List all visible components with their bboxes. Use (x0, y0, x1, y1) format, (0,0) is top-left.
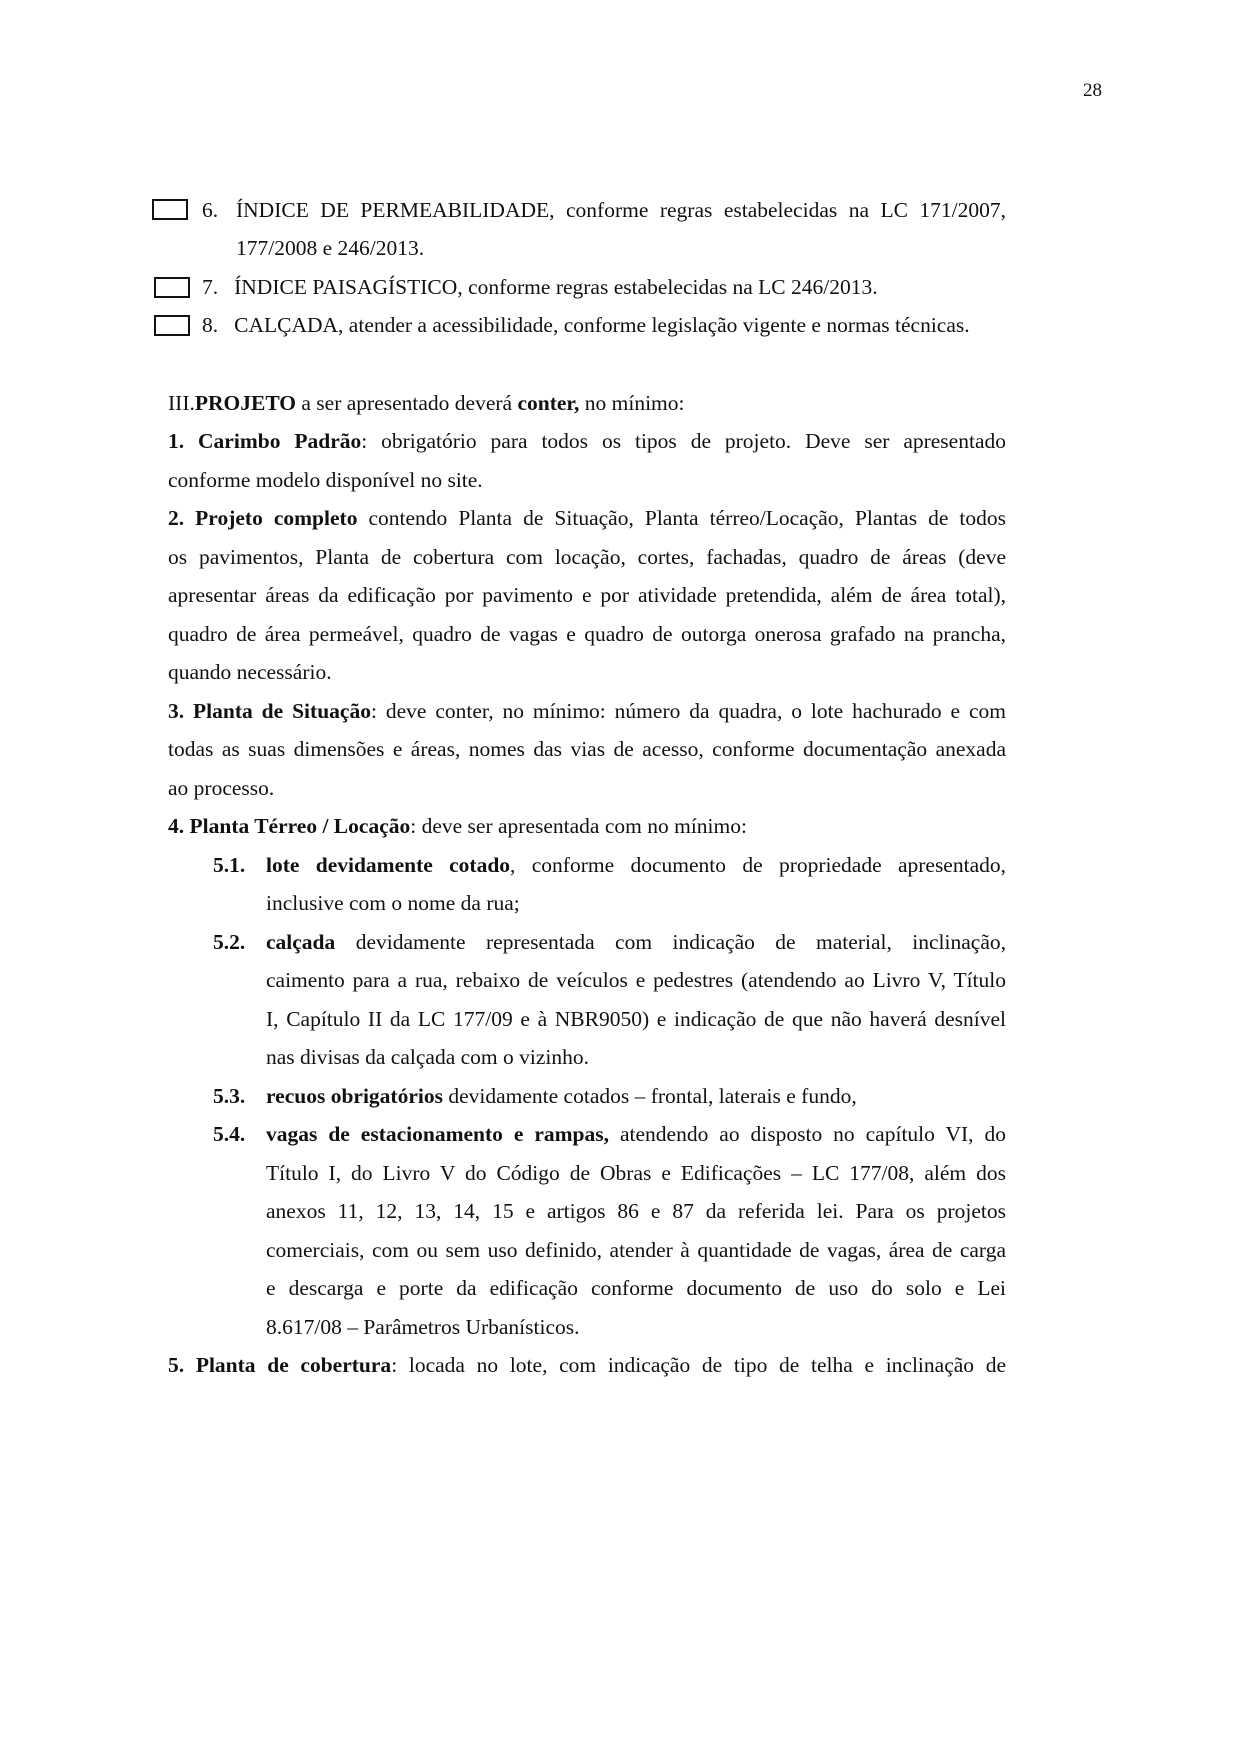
checklist-item-8: 8. CALÇADA, atender a acessibilidade, conforme legislação vigente e normas técnicas. (202, 313, 970, 337)
subitem-5-4-number: 5.4. (213, 1122, 246, 1146)
item-2-line-3: apresentar áreas da edificação por pavimento e por atividade pretendida, além de área total), (168, 583, 1006, 607)
subitem-5-1-line-1: lote devidamente cotado, conforme documento de propriedade apresentado, (266, 853, 1006, 877)
item-1-line-2: conforme modelo disponível no site. (168, 468, 483, 492)
item-3-line-1: 3. Planta de Situação: deve conter, no mínimo: número da quadra, o lote hachurado e com (168, 699, 1006, 723)
checkbox-item-8[interactable] (154, 315, 190, 336)
item-3-line-3: ao processo. (168, 776, 275, 800)
subitem-5-3-line-1: recuos obrigatórios devidamente cotados – frontal, laterais e fundo, (266, 1084, 857, 1108)
subitem-5-4-line-3: anexos 11, 12, 13, 14, 15 e artigos 86 e 87 da referida lei. Para os projetos (266, 1199, 1006, 1223)
subitem-5-2-line-3: I, Capítulo II da LC 177/09 e à NBR9050) e indicação de que não haverá desnível (266, 1007, 1006, 1031)
checkbox-item-7[interactable] (154, 277, 190, 298)
subitem-5-4-line-5: e descarga e porte da edificação conforme documento de uso do solo e Lei (266, 1276, 1006, 1300)
item-2-line-5: quando necessário. (168, 660, 332, 684)
section-heading: III.PROJETO a ser apresentado deverá conter, no mínimo: (168, 391, 685, 415)
checklist-item-7: 7. ÍNDICE PAISAGÍSTICO, conforme regras estabelecidas na LC 246/2013. (202, 275, 878, 299)
subitem-5-4-line-1: vagas de estacionamento e rampas, atendendo ao disposto no capítulo VI, do (266, 1122, 1006, 1146)
checklist-item-6: 6. ÍNDICE DE PERMEABILIDADE, conforme regras estabelecidas na LC 171/2007, (202, 198, 1006, 222)
item-2-line-2: os pavimentos, Planta de cobertura com locação, cortes, fachadas, quadro de áreas (deve (168, 545, 1006, 569)
item-number: 6. (202, 198, 219, 222)
subitem-5-1-line-2: inclusive com o nome da rua; (266, 891, 520, 915)
final-item-line-1: 5. Planta de cobertura: locada no lote, com indicação de tipo de telha e inclinação de (168, 1353, 1007, 1377)
subitem-5-1-number: 5.1. (213, 853, 246, 877)
subitem-5-2-line-4: nas divisas da calçada com o vizinho. (266, 1045, 589, 1069)
checkbox-item-6[interactable] (152, 199, 188, 220)
item-2-line-1: 2. Projeto completo contendo Planta de Situação, Planta térreo/Locação, Plantas de todos (168, 506, 1007, 530)
page-number: 28 (1083, 80, 1102, 101)
subitem-5-3-number: 5.3. (213, 1084, 246, 1108)
subitem-5-2-line-1: calçada devidamente representada com indicação de material, inclinação, (266, 930, 1006, 954)
checklist-item-6-cont: 177/2008 e 246/2013. (236, 236, 425, 260)
subitem-5-4-line-4: comerciais, com ou sem uso definido, atender à quantidade de vagas, área de carga (266, 1238, 1006, 1262)
subitem-5-2-number: 5.2. (213, 930, 246, 954)
subitem-5-4-line-6: 8.617/08 – Parâmetros Urbanísticos. (266, 1315, 580, 1339)
item-3-line-2: todas as suas dimensões e áreas, nomes das vias de acesso, conforme documentação anexada (168, 737, 1006, 761)
item-4-line-1: 4. Planta Térreo / Locação: deve ser apresentada com no mínimo: (168, 814, 747, 838)
item-2-line-4: quadro de área permeável, quadro de vagas e quadro de outorga onerosa grafado na prancha, (168, 622, 1006, 646)
item-1-line-1: 1. Carimbo Padrão: obrigatório para todos os tipos de projeto. Deve ser apresentado (168, 429, 1006, 453)
subitem-5-2-line-2: caimento para a rua, rebaixo de veículos e pedestres (atendendo ao Livro V, Título (266, 968, 1006, 992)
subitem-5-4-line-2: Título I, do Livro V do Código de Obras e Edificações – LC 177/08, além dos (266, 1161, 1006, 1185)
